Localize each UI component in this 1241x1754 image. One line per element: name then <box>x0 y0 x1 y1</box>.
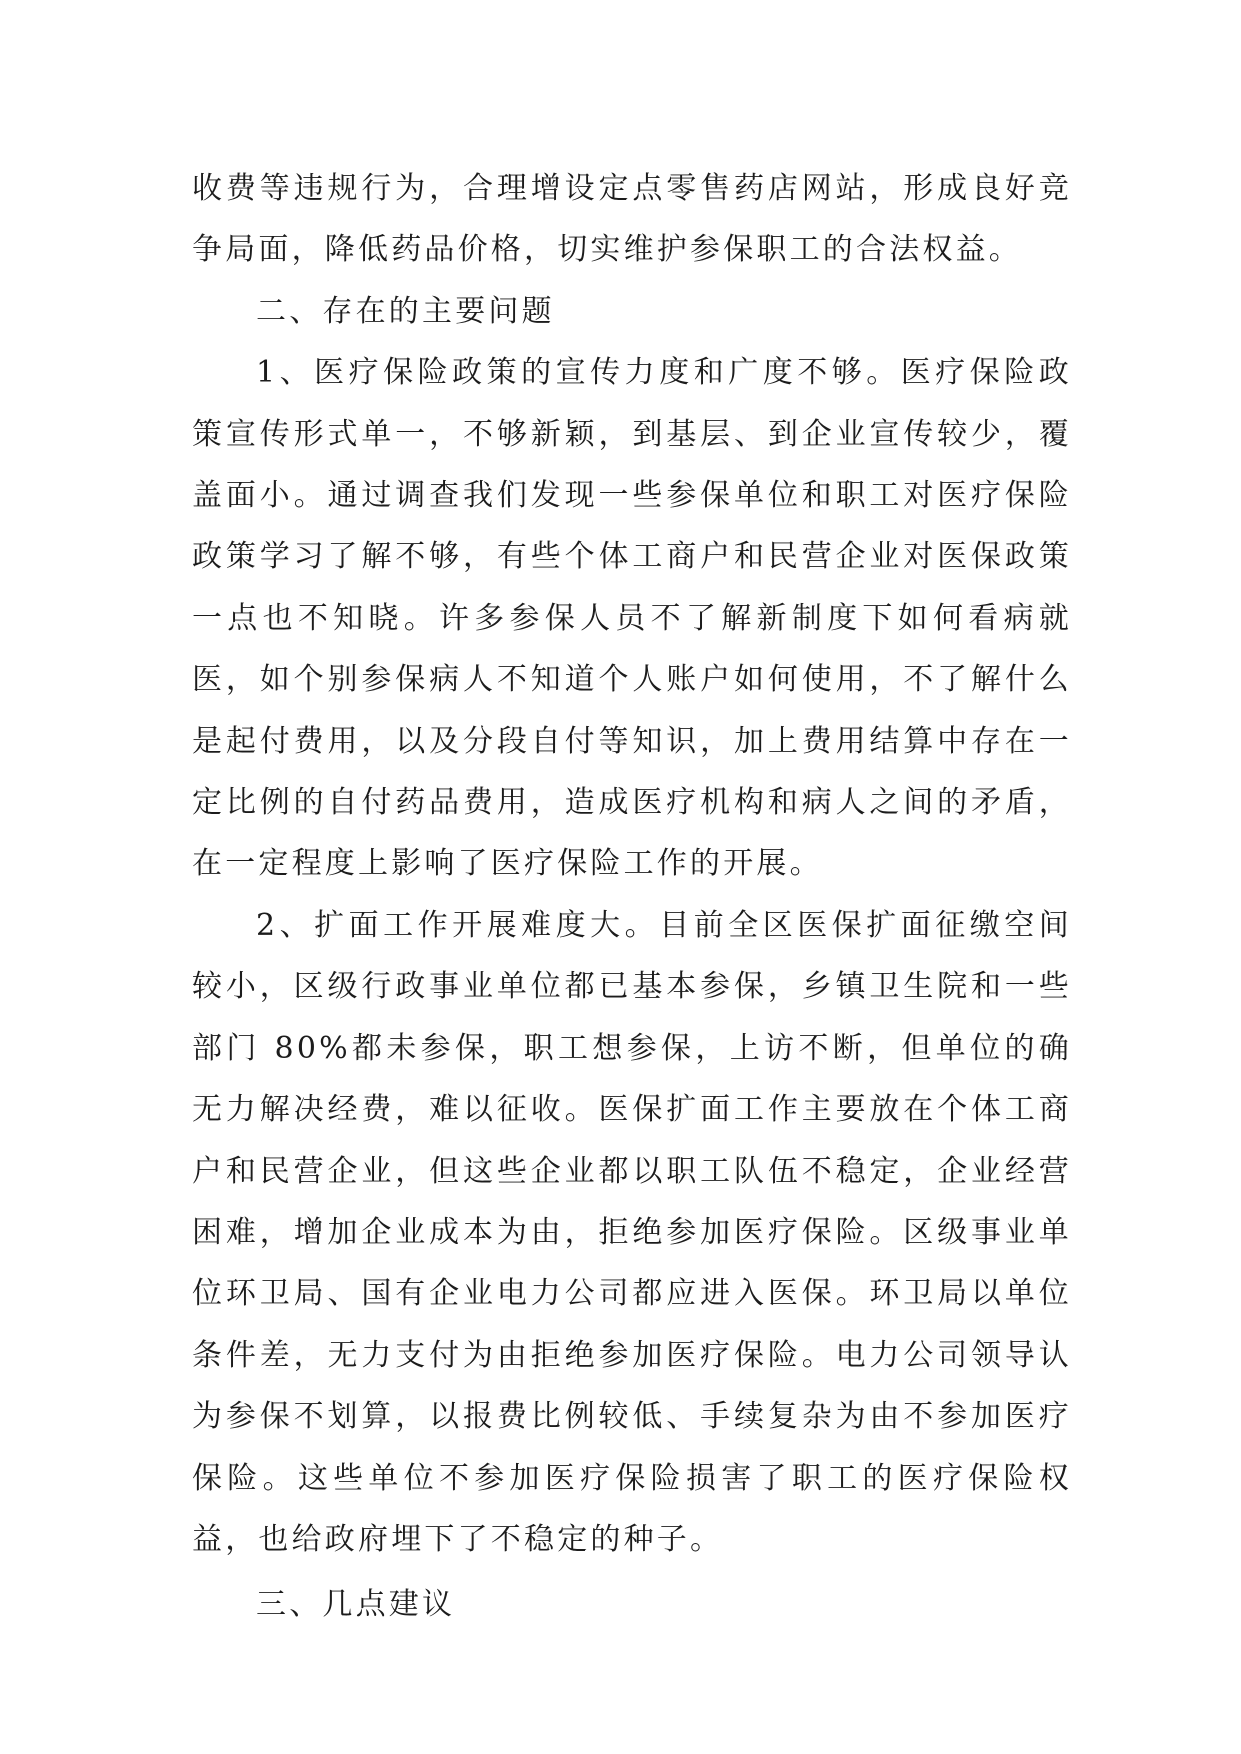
paragraph-problem-2: 2、扩面工作开展难度大。目前全区医保扩面征缴空间较小，区级行政事业单位都已基本参保，乡镇卫生院和一些部门 80%都未参保，职工想参保，上访不断，但单位的确无力解决经费，难以征收。医保扩面工作主要放在个体工商户和民营企业，但这些企业都以职工队伍不稳定，企业经营困难，增加企业成本为由，拒绝参加医疗保险。区级事业单位环卫局、国有企业电力公司都应进入医保。环卫局以单位条件差，无力支付为由拒绝参加医疗保险。电力公司领导认为参保不划算，以报费比例较低、手续复杂为由不参加医疗保险。这些单位不参加医疗保险损害了职工的医疗保险权益，也给政府埋下了不稳定的种子。 <box>192 907 1072 1557</box>
paragraph-problem-1: 1、医疗保险政策的宣传力度和广度不够。医疗保险政策宣传形式单一，不够新颖，到基层、到企业宣传较少，覆盖面小。通过调查我们发现一些参保单位和职工对医疗保险政策学习了解不够，有些个体工商户和民营企业对医保政策一点也不知晓。许多参保人员不了解新制度下如何看病就医，如个别参保病人不知道个人账户如何使用，不了解什么是起付费用，以及分段自付等知识，加上费用结算中存在一定比例的自付药品费用，造成医疗机构和病人之间的矛盾，在一定程度上影响了医疗保险工作的开展。 <box>192 355 1072 882</box>
section-heading-suggestions: 三、几点建议 <box>256 1587 456 1623</box>
section-heading-problems: 二、存在的主要问题 <box>256 293 555 329</box>
paragraph-continuation: 收费等违规行为，合理增设定点零售药店网站，形成良好竞争局面，降低药品价格，切实维护参保职工的合法权益。 <box>192 171 1072 268</box>
document-body <box>192 158 1072 1636</box>
